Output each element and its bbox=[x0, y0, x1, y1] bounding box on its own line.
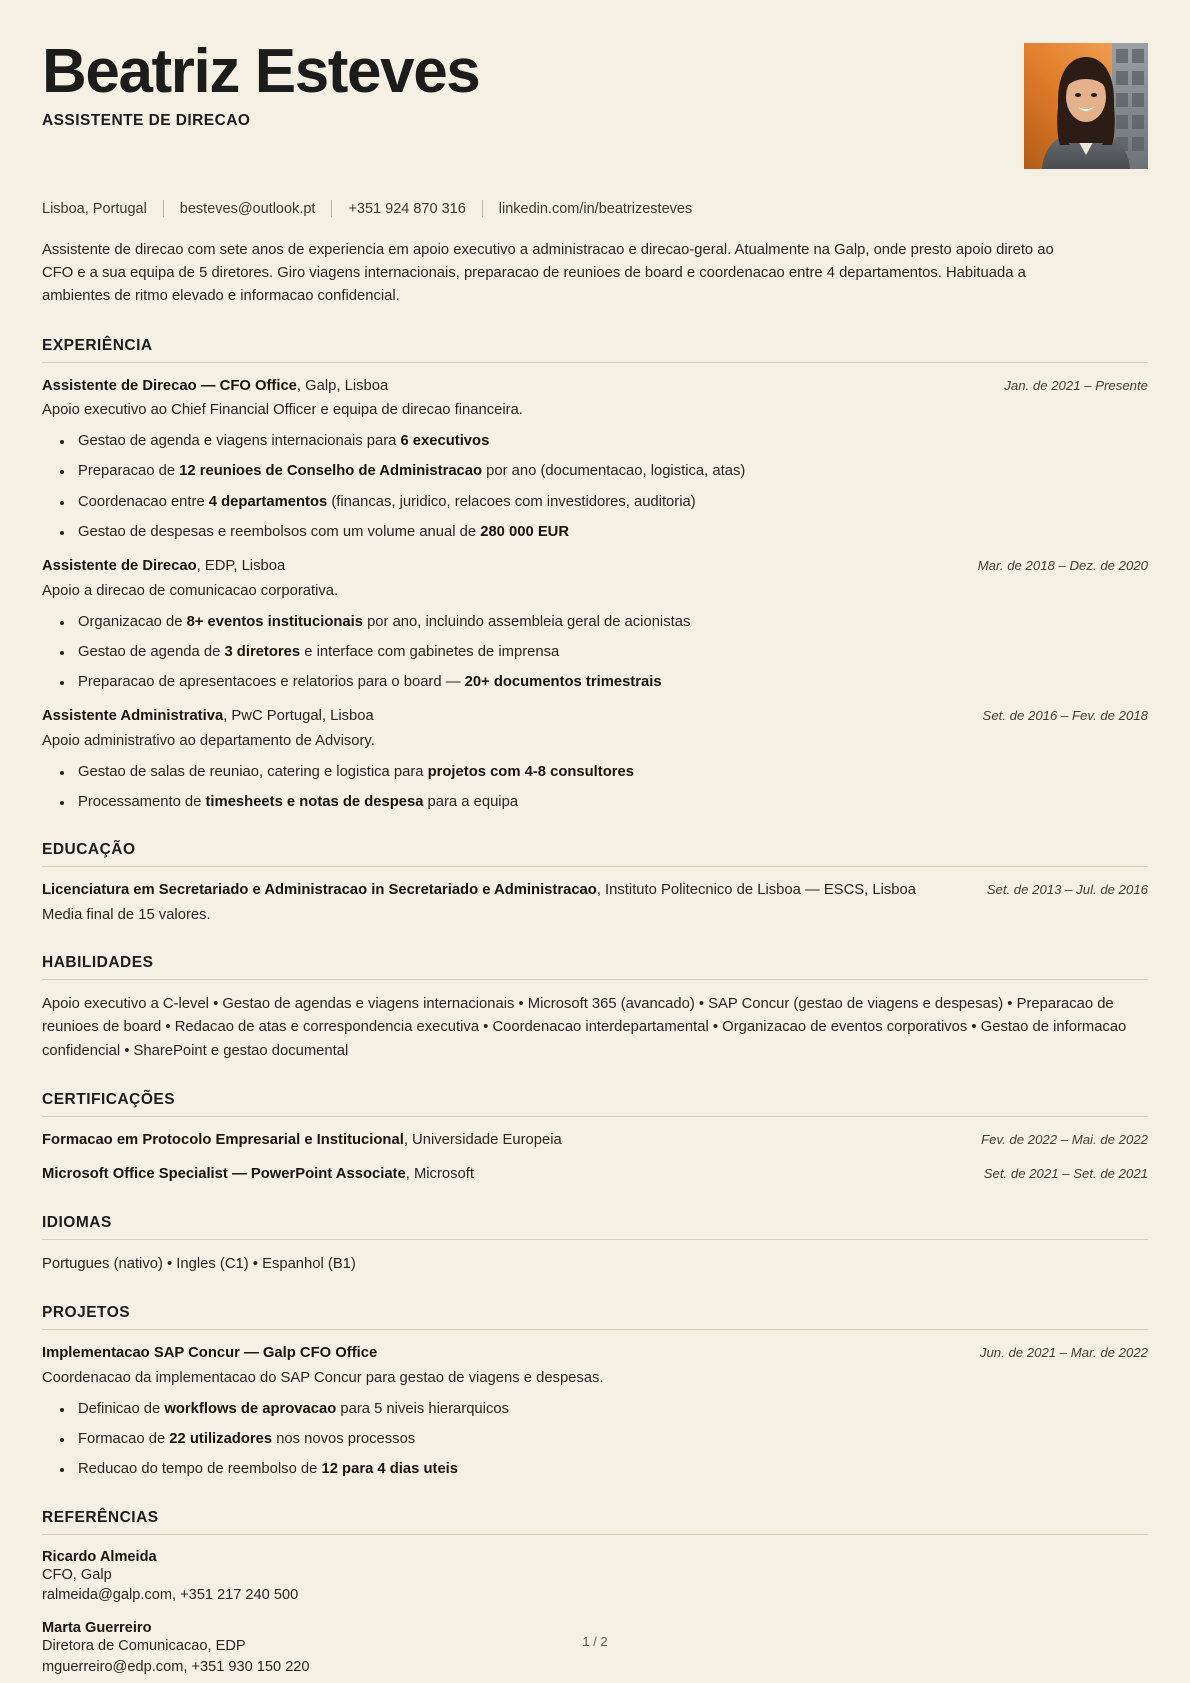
entry-title: Implementacao SAP Concur — Galp CFO Office bbox=[42, 1345, 378, 1362]
contact-divider bbox=[163, 200, 164, 217]
resume-entry bbox=[42, 706, 1148, 813]
contact-phone[interactable]: +351 924 870 316 bbox=[348, 200, 466, 217]
section-heading-education: EDUCAÇÃO bbox=[42, 841, 136, 859]
section-languages bbox=[42, 1214, 1148, 1276]
resume-entry bbox=[42, 880, 1148, 926]
entry-header bbox=[42, 880, 1148, 901]
section-experience bbox=[42, 337, 1148, 814]
entry-date: Jun. de 2021 – Mar. de 2022 bbox=[979, 1345, 1148, 1361]
certification-name: Formacao em Protocolo Empresarial e Institucional, Universidade Europeia bbox=[42, 1132, 562, 1149]
bullet-item: • Preparacao de 12 reunioes de Conselho de Administracao por ano (documentacao, logistica, atas) bbox=[74, 460, 1148, 482]
references-list bbox=[42, 1549, 1148, 1678]
bullet-item: • Gestao de salas de reuniao, catering e logistica para projetos com 4-8 consultores bbox=[74, 761, 1148, 783]
entry-date: Jan. de 2021 – Presente bbox=[1004, 377, 1148, 393]
contact-location: Lisboa, Portugal bbox=[42, 200, 147, 217]
bullet-list bbox=[42, 1398, 1148, 1481]
portrait-photo-icon bbox=[1024, 43, 1148, 169]
section-education bbox=[42, 841, 1148, 926]
reference-title: Diretora de Comunicacao, EDP bbox=[42, 1637, 246, 1654]
bullet-item: • Coordenacao entre 4 departamentos (financas, juridico, relacoes com investidores, auditoria) bbox=[74, 491, 1148, 513]
education-list bbox=[42, 880, 1148, 926]
bullet-list bbox=[42, 761, 1148, 813]
section-divider bbox=[42, 1534, 1148, 1535]
certification-name: Microsoft Office Specialist — PowerPoint Associate, Microsoft bbox=[42, 1166, 474, 1183]
entry-date: Mar. de 2018 – Dez. de 2020 bbox=[977, 558, 1148, 574]
bullet-item: • Preparacao de apresentacoes e relatorios para o board — 20+ documentos trimestrais bbox=[74, 671, 1148, 693]
section-heading-references: REFERÊNCIAS bbox=[42, 1508, 159, 1526]
bullet-item: • Gestao de agenda e viagens internacionais para 6 executivos bbox=[74, 430, 1148, 452]
entry-title: Assistente de Direcao, EDP, Lisboa bbox=[42, 558, 286, 575]
entry-header bbox=[42, 1343, 1148, 1364]
bullet-list bbox=[42, 611, 1148, 694]
reference-contact[interactable]: mguerreiro@edp.com, +351 930 150 220 bbox=[42, 1658, 310, 1675]
page-title: Beatriz Esteves bbox=[42, 37, 480, 106]
resume-entry bbox=[42, 376, 1148, 543]
bullet-item: • Processamento de timesheets e notas de despesa para a equipa bbox=[74, 791, 1148, 813]
bullet-item: • Gestao de agenda de 3 diretores e interface com gabinetes de imprensa bbox=[74, 641, 1148, 663]
entry-header bbox=[42, 376, 1148, 397]
reference-name: Ricardo Almeida bbox=[42, 1548, 157, 1565]
bullet-item: • Formacao de 22 utilizadores nos novos processos bbox=[74, 1428, 1148, 1450]
bullet-list bbox=[42, 430, 1148, 543]
section-divider bbox=[42, 1239, 1148, 1240]
entry-description: Apoio administrativo ao departamento de Advisory. bbox=[42, 732, 375, 749]
section-divider bbox=[42, 362, 1148, 363]
contact-email[interactable]: besteves@outlook.pt bbox=[179, 200, 316, 217]
entry-title: Assistente de Direcao — CFO Office, Galp, Lisboa bbox=[42, 377, 389, 394]
reference-contact[interactable]: ralmeida@galp.com, +351 217 240 500 bbox=[42, 1587, 299, 1604]
entry-header bbox=[42, 706, 1148, 727]
projects-list bbox=[42, 1343, 1148, 1480]
header-text-block bbox=[42, 37, 1148, 130]
resume-entry bbox=[42, 1343, 1148, 1480]
contact-bar bbox=[42, 200, 1148, 217]
certification-date: Set. de 2021 – Set. de 2021 bbox=[983, 1166, 1148, 1182]
contact-divider bbox=[331, 200, 332, 217]
experience-list bbox=[42, 376, 1148, 814]
reference-name: Marta Guerreiro bbox=[42, 1619, 152, 1636]
reference-block bbox=[42, 1549, 1148, 1606]
resume-entry bbox=[42, 556, 1148, 693]
entry-title: Licenciatura em Secretariado e Administracao in Secretariado e Administracao, Instituto Politecnico de Lisboa — ESCS, Lisboa bbox=[42, 882, 916, 899]
bullet-item: • Definicao de workflows de aprovacao para 5 niveis hierarquicos bbox=[74, 1398, 1148, 1420]
page-footer: 1 / 2 bbox=[582, 1634, 608, 1649]
section-heading-certifications: CERTIFICAÇÕES bbox=[42, 1091, 176, 1109]
section-heading-skills: HABILIDADES bbox=[42, 953, 154, 971]
contact-linkedin[interactable]: linkedin.com/in/beatrizesteves bbox=[498, 200, 693, 217]
entry-date: Set. de 2013 – Jul. de 2016 bbox=[986, 882, 1148, 898]
bullet-item: • Gestao de despesas e reembolsos com um volume anual de 280 000 EUR bbox=[74, 521, 1148, 543]
section-heading-languages: IDIOMAS bbox=[42, 1213, 112, 1231]
section-divider bbox=[42, 1116, 1148, 1117]
section-certifications bbox=[42, 1091, 1148, 1186]
contact-divider bbox=[482, 200, 483, 217]
skills-text: Apoio executivo a C-level • Gestao de agendas e viagens internacionais • Microsoft 365 (avancado) • SAP Concur (gestao de viagens e despesas) • Preparacao de reunioes de board • Redacao de atas e correspondencia executiva • Coordenacao interdepartamental • Organizacao de eventos corporativos • Gestao de informacao confidencial • SharePoint e gestao documental bbox=[42, 995, 1127, 1059]
entry-header bbox=[42, 556, 1148, 577]
section-heading-experience: EXPERIÊNCIA bbox=[42, 336, 153, 354]
section-projects bbox=[42, 1304, 1148, 1480]
job-headline: ASSISTENTE DE DIRECAO bbox=[42, 112, 251, 130]
languages-text: Portugues (nativo) • Ingles (C1) • Espanhol (B1) bbox=[42, 1255, 356, 1272]
section-heading-projects: PROJETOS bbox=[42, 1304, 131, 1322]
entry-date: Set. de 2016 – Fev. de 2018 bbox=[982, 708, 1148, 724]
certifications-list bbox=[42, 1130, 1148, 1186]
section-divider bbox=[42, 1329, 1148, 1330]
entry-description: Apoio executivo ao Chief Financial Officer e equipa de direcao financeira. bbox=[42, 402, 523, 419]
section-divider bbox=[42, 979, 1148, 980]
section-skills bbox=[42, 954, 1148, 1063]
reference-title: CFO, Galp bbox=[42, 1566, 112, 1583]
entry-description: Coordenacao da implementacao do SAP Concur para gestao de viagens e despesas. bbox=[42, 1369, 604, 1386]
resume-header bbox=[42, 37, 1148, 170]
section-references bbox=[42, 1509, 1148, 1678]
avatar bbox=[1024, 43, 1148, 169]
certification-date: Fev. de 2022 – Mai. de 2022 bbox=[981, 1132, 1148, 1148]
entry-description: Apoio a direcao de comunicacao corporativa. bbox=[42, 582, 339, 599]
entry-title: Assistente Administrativa, PwC Portugal, Lisboa bbox=[42, 708, 374, 725]
bullet-item: • Organizacao de 8+ eventos institucionais por ano, incluindo assembleia geral de acionistas bbox=[74, 611, 1148, 633]
entry-note: Media final de 15 valores. bbox=[42, 906, 211, 923]
section-divider bbox=[42, 866, 1148, 867]
certification-row bbox=[42, 1130, 1148, 1151]
professional-summary: Assistente de direcao com sete anos de experiencia em apoio executivo a administracao e direcao-geral. Atualmente na Galp, onde presto apoio direto ao CFO e a sua equipa de 5 diretores. Giro viagens internacionais, preparacao de reunioes de board e coordenacao entre 4 departamentos. Habituada a ambientes de ritmo elevado e informacao confidencial. bbox=[42, 242, 1054, 305]
certification-row bbox=[42, 1164, 1148, 1185]
bullet-item: • Reducao do tempo de reembolso de 12 para 4 dias uteis bbox=[74, 1458, 1148, 1480]
